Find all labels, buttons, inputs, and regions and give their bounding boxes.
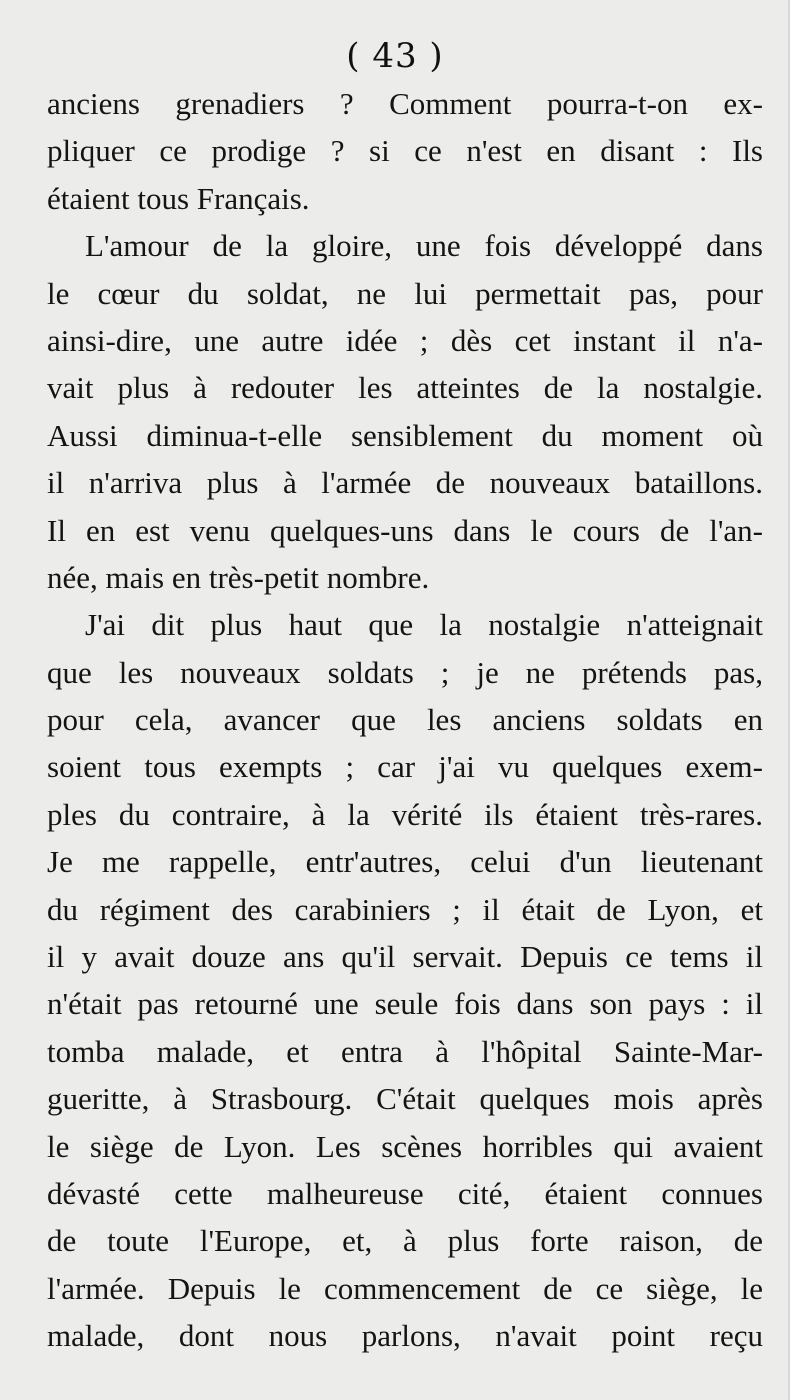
text-line: il n'arriva plus à l'armée de nouveaux bataillons. (47, 465, 763, 501)
text-line: née, mais en très-petit nombre. (47, 559, 430, 595)
text-line: dévasté cette malheureuse cité, étaient connues (47, 1175, 763, 1211)
text-line: gueritte, à Strasbourg. C'était quelques mois après (47, 1081, 763, 1117)
text-line: tomba malade, et entra à l'hôpital Sainte-Mar- (47, 1033, 763, 1069)
text-line: étaient tous Français. (47, 180, 310, 216)
page-number: ( 43 ) (346, 36, 444, 76)
text-line: vait plus à redouter les atteintes de la nostalgie. (47, 370, 763, 406)
text-line: que les nouveaux soldats ; je ne prétends pas, (47, 654, 763, 690)
text-line: soient tous exempts ; car j'ai vu quelques exem- (47, 749, 763, 785)
text-line: ainsi-dire, une autre idée ; dès cet instant il n'a- (47, 322, 763, 358)
text-line: Je me rappelle, entr'autres, celui d'un lieutenant (47, 844, 763, 880)
text-line: le siège de Lyon. Les scènes horribles qui avaient (47, 1128, 763, 1164)
text-line: ples du contraire, à la vérité ils étaient très-rares. (47, 796, 763, 832)
text-line: de toute l'Europe, et, à plus forte raison, de (47, 1223, 763, 1259)
text-line: J'ai dit plus haut que la nostalgie n'atteignait (85, 607, 763, 643)
body-text (47, 80, 763, 1360)
text-line: Aussi diminua-t-elle sensiblement du moment où (47, 417, 763, 453)
text-line: malade, dont nous parlons, n'avait point reçu (47, 1318, 763, 1354)
text-line: pour cela, avancer que les anciens soldats en (47, 702, 763, 738)
text-line: du régiment des carabiniers ; il était de Lyon, et (47, 891, 763, 927)
text-line: anciens grenadiers ? Comment pourra-t-on ex- (47, 86, 763, 121)
text-line: pliquer ce prodige ? si ce n'est en disant : Ils (47, 133, 763, 169)
text-line: n'était pas retourné une seule fois dans son pays : il (47, 986, 763, 1022)
text-line: il y avait douze ans qu'il servait. Depuis ce tems il (47, 939, 763, 975)
text-line: Il en est venu quelques-uns dans le cours de l'an- (47, 512, 763, 548)
text-line: l'armée. Depuis le commencement de ce siège, le (47, 1270, 763, 1306)
text-line: L'amour de la gloire, une fois développé dans (85, 228, 763, 264)
text-line: le cœur du soldat, ne lui permettait pas, pour (47, 275, 763, 311)
